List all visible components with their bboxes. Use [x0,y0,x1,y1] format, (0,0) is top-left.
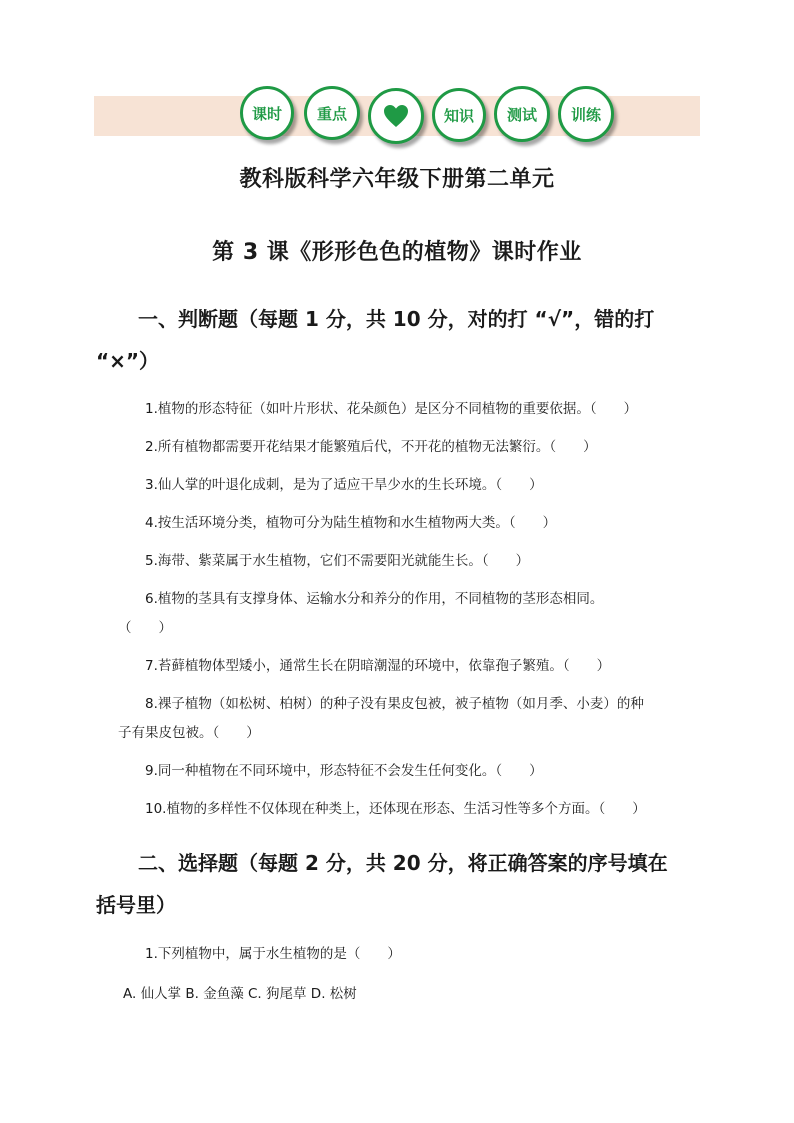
question-9: 9.同一种植物在不同环境中，形态特征不会发生任何变化。（ ） [145,763,543,779]
question-10: 10.植物的多样性不仅体现在种类上，还体现在形态、生活习性等多个方面。（ ） [145,801,646,817]
heart-icon [383,104,409,128]
question-5: 5.海带、紫菜属于水生植物，它们不需要阳光就能生长。（ ） [145,553,530,569]
header-badges [0,0,794,160]
section2-heading [96,842,696,926]
section1-heading-line1: 一、判断题（每题 1 分，共 10 分，对的打 “√”，错的打 [138,307,655,331]
badge-zhongdian: 重点 [304,86,360,140]
section1-heading [96,298,696,382]
heart-badge [368,88,424,144]
choice-question-1-options: A. 仙人掌 B. 金鱼藻 C. 狗尾草 D. 松树 [123,986,357,1002]
section2-heading-line1: 二、选择题（每题 2 分，共 20 分，将正确答案的序号填在 [138,851,668,875]
question-8-cont: 子有果皮包被。（ ） [118,725,260,741]
badge-ceshi: 测试 [494,86,550,142]
badge-keshi: 课时 [240,86,294,140]
question-6: 6.植物的茎具有支撑身体、运输水分和养分的作用，不同植物的茎形态相同。 [145,591,604,607]
question-8: 8.裸子植物（如松树、柏树）的种子没有果皮包被，被子植物（如月季、小麦）的种 [145,696,644,712]
unit-title: 教科版科学六年级下册第二单元 [239,167,555,192]
question-3: 3.仙人掌的叶退化成刺，是为了适应干旱少水的生长环境。（ ） [145,477,543,493]
lesson-title: 第 3 课《形形色色的植物》课时作业 [212,240,582,265]
badge-zhishi: 知识 [432,88,486,142]
question-4: 4.按生活环境分类，植物可分为陆生植物和水生植物两大类。（ ） [145,515,557,531]
question-1: 1.植物的形态特征（如叶片形状、花朵颜色）是区分不同植物的重要依据。（ ） [145,401,638,417]
choice-question-1: 1.下列植物中，属于水生植物的是（ ） [145,946,401,962]
question-2: 2.所有植物都需要开花结果才能繁殖后代，不开花的植物无法繁衍。（ ） [145,439,597,455]
question-6-cont: （ ） [118,620,172,636]
section2-heading-line2: 括号里） [96,893,176,917]
section1-heading-line2: “×”） [96,349,160,373]
question-7: 7.苔藓植物体型矮小，通常生长在阴暗潮湿的环境中，依靠孢子繁殖。（ ） [145,658,611,674]
badge-xunlian: 训练 [558,86,614,142]
